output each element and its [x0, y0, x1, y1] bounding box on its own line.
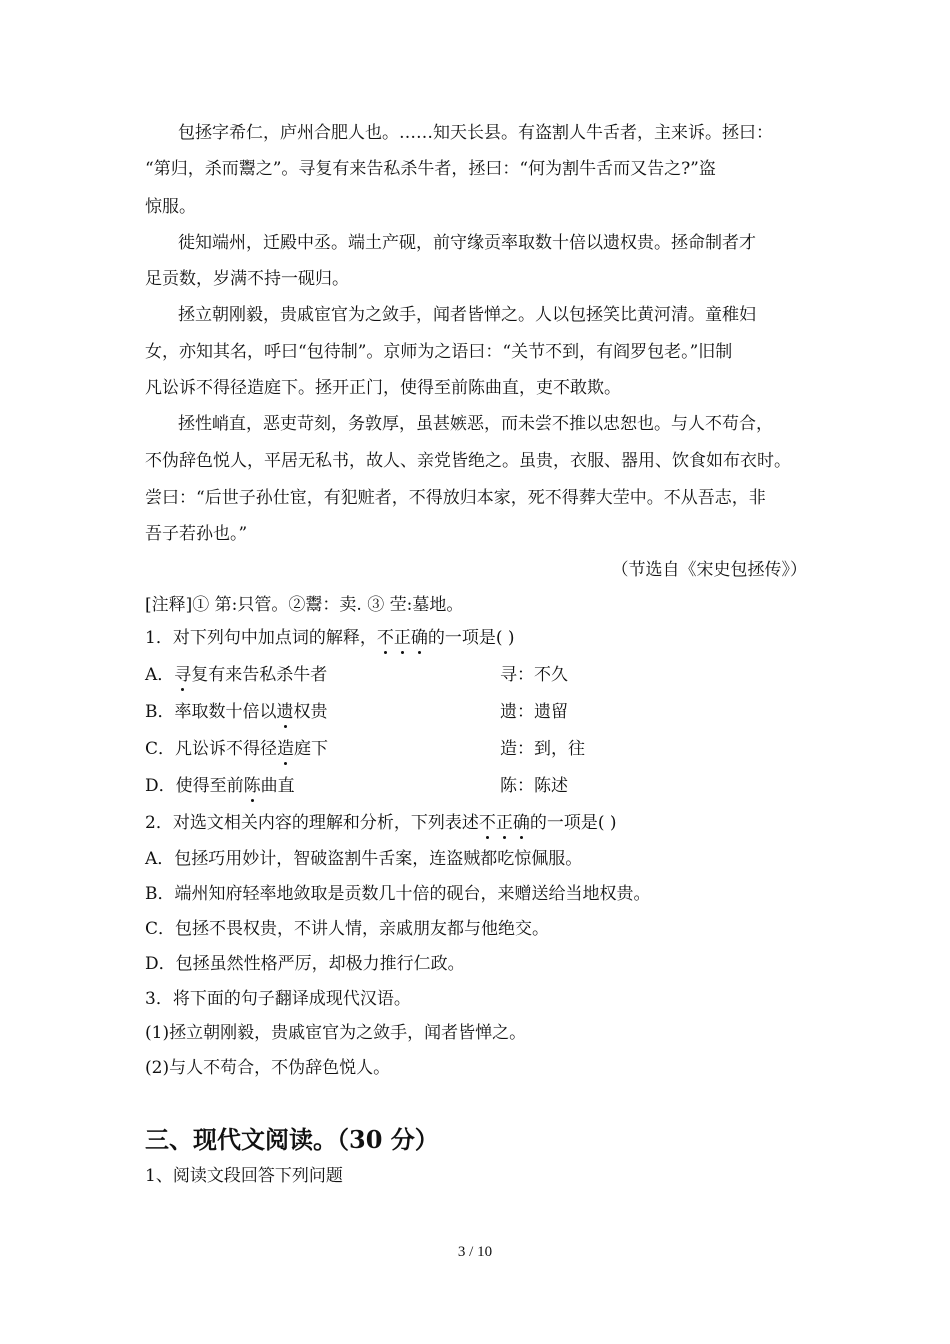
- source-citation: （节选自《宋史包拯传》）: [611, 560, 807, 580]
- question-2-option-a: A．包拯巧用妙计，智破盗割牛舌案，连盗贼都吃惊佩服。: [145, 849, 583, 869]
- page-number: 3 / 10: [457, 1244, 493, 1260]
- annotation-notes: [注释]① 第:只管。②鬻：卖. ③ 茔:墓地。: [145, 595, 464, 615]
- stem-text: 2．对选文相关内容的理解和分析，下列表述: [145, 813, 479, 833]
- option-text: 凡讼诉不得径: [175, 739, 278, 759]
- question-3-item: (1)拯立朝刚毅，贵戚宦官为之敛手，闻者皆惮之。: [145, 1023, 527, 1043]
- dotted-char: 正: [393, 628, 411, 648]
- option-d-gloss: 陈：陈述: [500, 776, 568, 796]
- option-c-gloss: 造：到，往: [500, 739, 585, 759]
- question-2-option-c: C．包拯不畏权贵，不讲人情，亲戚朋友都与他绝交。: [145, 919, 550, 939]
- passage-line: 吾子若孙也。”: [145, 524, 248, 544]
- question-1-option-c: [145, 738, 328, 760]
- stem-text: 的一项是( ): [529, 813, 617, 833]
- question-3-stem: 3．将下面的句子翻译成现代汉语。: [145, 989, 411, 1009]
- dotted-char: 正: [495, 813, 513, 833]
- stem-text: 的一项是( ): [427, 628, 515, 648]
- question-2-option-d: D．包拯虽然性格严厉，却极力推行仁政。: [145, 954, 465, 974]
- passage-line: 女，亦知其名，呼曰“包待制”。京师为之语曰：“关节不到，有阎罗包老。”旧制: [145, 342, 733, 362]
- option-b-gloss: 遗：遗留: [500, 702, 568, 722]
- question-1-option-d: [145, 775, 295, 797]
- question-2-stem: [145, 812, 617, 834]
- option-label: C．: [145, 739, 176, 759]
- question-2-option-b: B．端州知府轻率地敛取是贡数几十倍的砚台，来赠送给当地权贵。: [145, 884, 651, 904]
- passage-line: 惊服。: [145, 197, 196, 217]
- option-text: 使得至前: [175, 776, 244, 796]
- passage-line: 拯性峭直，恶吏苛刻，务敦厚，虽甚嫉恶，而未尝不推以忠恕也。与人不苟合，: [178, 414, 773, 434]
- dotted-char: 确: [410, 628, 428, 648]
- dotted-char: 陈: [243, 776, 261, 796]
- dotted-char: 确: [512, 813, 530, 833]
- passage-line: 尝曰：“后世子孙仕宦，有犯赃者，不得放归本家，死不得葬大茔中。不从吾志，非: [145, 488, 766, 508]
- option-text: 曲直: [260, 776, 295, 796]
- option-text: 率取数十倍以: [174, 702, 277, 722]
- stem-text: 1．对下列句中加点词的解释，: [145, 628, 377, 648]
- question-1-option-b: [145, 701, 328, 723]
- passage-line: “第归，杀而鬻之”。寻复有来告私杀牛者，拯曰：“何为割牛舌而又告之?”盗: [145, 159, 716, 179]
- passage-line: 徙知端州，迁殿中丞。端土产砚，前守缘贡率取数十倍以遗权贵。拯命制者才: [178, 233, 756, 253]
- passage-line: 不伪辞色悦人，平居无私书，故人、亲党皆绝之。虽贵，衣服、器用、饮食如布衣时。: [145, 451, 791, 471]
- dotted-char: 不: [478, 813, 496, 833]
- question-3-item: (2)与人不苟合，不伪辞色悦人。: [145, 1058, 391, 1078]
- option-a-gloss: 寻：不久: [500, 665, 568, 685]
- option-label: D．: [145, 776, 176, 796]
- section-heading: 三、现代文阅读。（30 分）: [145, 1125, 439, 1154]
- dotted-char: 遗: [276, 702, 294, 722]
- option-label: B．: [145, 702, 175, 722]
- section-subheading: 1、阅读文段回答下列问题: [145, 1166, 343, 1186]
- question-1-stem: [145, 627, 515, 649]
- passage-line: 包拯字希仁，庐州合肥人也。……知天长县。有盗割人牛舌者，主来诉。拯曰：: [178, 123, 773, 143]
- question-1-option-a: [145, 664, 327, 686]
- dotted-char: 不: [376, 628, 394, 648]
- option-text: 庭下: [294, 739, 329, 759]
- option-text: 复有来告私杀牛者: [191, 665, 328, 685]
- passage-line: 足贡数，岁满不持一砚归。: [145, 269, 349, 289]
- passage-line: 凡讼诉不得径造庭下。拯开正门，使得至前陈曲直，吏不敢欺。: [145, 378, 621, 398]
- option-text: 权贵: [293, 702, 328, 722]
- dotted-char: 寻: [174, 665, 192, 685]
- option-label: A．: [145, 665, 175, 685]
- passage-line: 拯立朝刚毅，贵戚宦官为之敛手，闻者皆惮之。人以包拯笑比黄河清。童稚妇: [178, 305, 756, 325]
- dotted-char: 造: [277, 739, 295, 759]
